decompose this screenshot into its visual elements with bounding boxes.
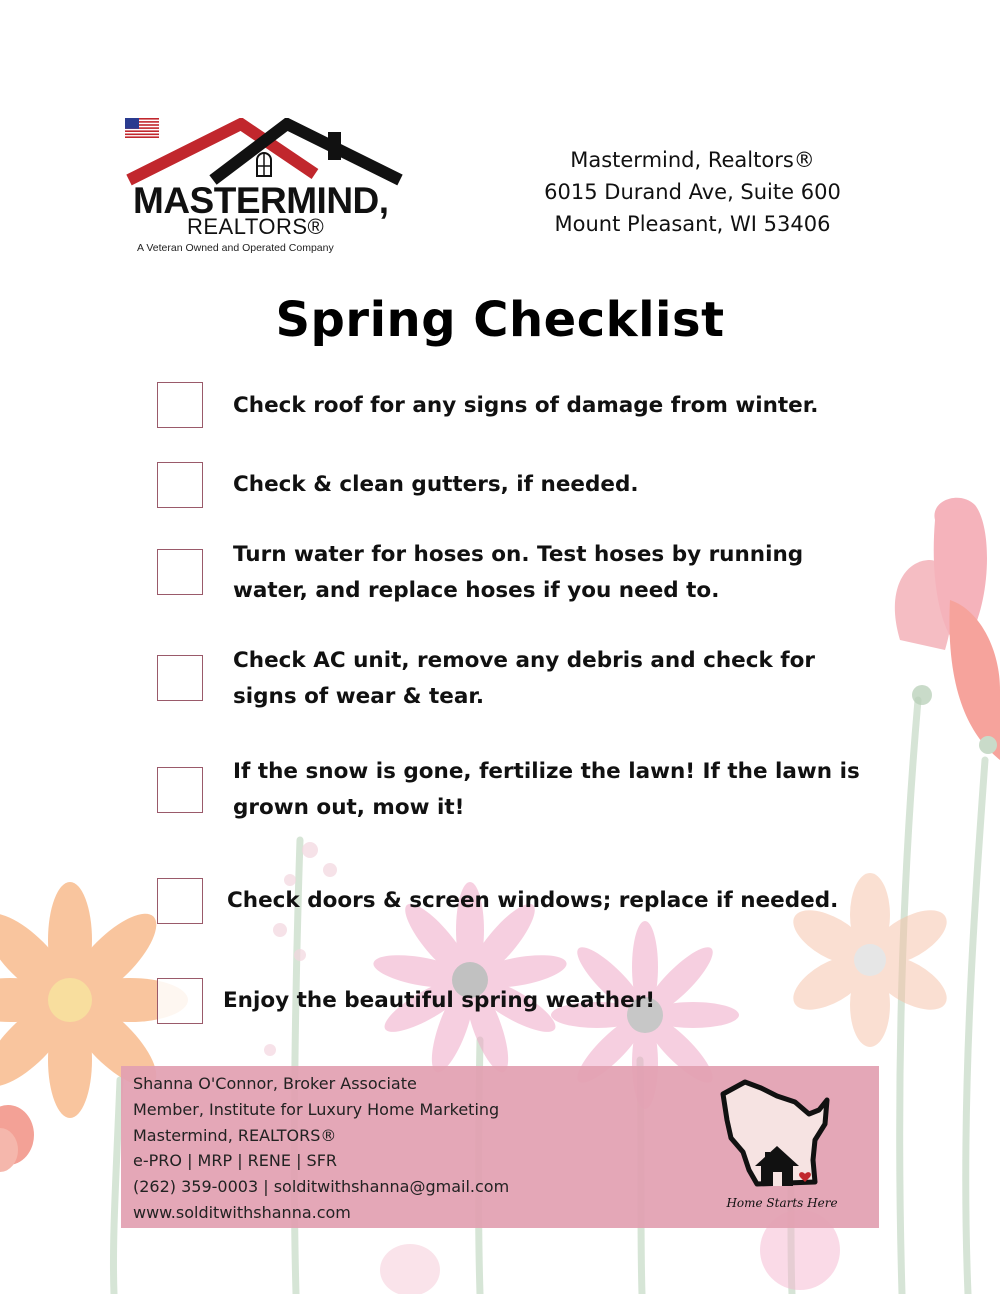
agent-contact-details — [133, 1071, 509, 1226]
checkbox-1[interactable] — [157, 382, 203, 428]
office-address — [530, 144, 855, 240]
checklist-item-7 — [223, 983, 655, 1019]
wisconsin-home-icon — [717, 1074, 835, 1196]
checklist-item-1 — [233, 388, 818, 424]
checkbox-6[interactable] — [157, 878, 203, 924]
checklist-item-text: Enjoy the beautiful spring weather! — [223, 988, 656, 1013]
house-roof-icon — [125, 118, 410, 188]
checklist-item-text: Check roof for any signs of damage from winter. — [233, 393, 819, 418]
checklist-item-2 — [233, 467, 639, 503]
agent-name: Shanna O'Connor, Broker Associate — [133, 1074, 417, 1093]
logo-tagline: A Veteran Owned and Operated Company — [137, 242, 334, 254]
checklist-item-text: Turn water for hoses on. Test hoses by running — [233, 542, 804, 567]
checklist-item-3 — [233, 537, 803, 609]
logo-name: MASTERMIND, — [133, 180, 389, 221]
agent-brokerage: Mastermind, REALTORS® — [133, 1125, 337, 1145]
checklist-item-4 — [233, 643, 815, 715]
page-title: Spring Checklist — [275, 292, 725, 348]
checklist-item-text: grown out, mow it! — [233, 795, 465, 820]
checklist-item-5 — [233, 754, 860, 826]
agent-website[interactable]: www.solditwithshanna.com — [133, 1202, 351, 1222]
agent-designations: e-PRO | MRP | RENE | SFR — [133, 1151, 338, 1171]
us-flag-icon — [125, 118, 159, 138]
checkbox-5[interactable] — [157, 767, 203, 813]
badge-caption: Home Starts Here — [726, 1196, 838, 1210]
address-line-1: Mastermind, Realtors® — [570, 148, 815, 172]
logo-subtitle: REALTORS® — [187, 214, 325, 239]
checklist-item-6 — [227, 883, 838, 919]
checklist-item-text: Check doors & screen windows; replace if needed. — [227, 888, 839, 913]
agent-membership: Member, Institute for Luxury Home Marketing — [133, 1099, 500, 1119]
checklist-item-text: If the snow is gone, fertilize the lawn! If the lawn is — [233, 759, 860, 784]
checkbox-3[interactable] — [157, 549, 203, 595]
checklist-item-text: signs of wear & tear. — [233, 684, 485, 709]
agent-contact-footer — [121, 1066, 879, 1228]
checkbox-4[interactable] — [157, 655, 203, 701]
address-line-2: 6015 Durand Ave, Suite 600 — [544, 180, 841, 204]
agent-phone-email[interactable]: (262) 359-0003 | solditwithshanna@gmail.com — [133, 1177, 510, 1197]
checklist-item-text: Check AC unit, remove any debris and check for — [233, 648, 815, 673]
checkbox-2[interactable] — [157, 462, 203, 508]
checklist-item-text: Check & clean gutters, if needed. — [233, 472, 639, 497]
company-logo — [125, 118, 410, 266]
checkbox-7[interactable] — [157, 978, 203, 1024]
address-line-3: Mount Pleasant, WI 53406 — [554, 212, 831, 236]
checklist-item-text: water, and replace hoses if you need to. — [233, 578, 720, 603]
